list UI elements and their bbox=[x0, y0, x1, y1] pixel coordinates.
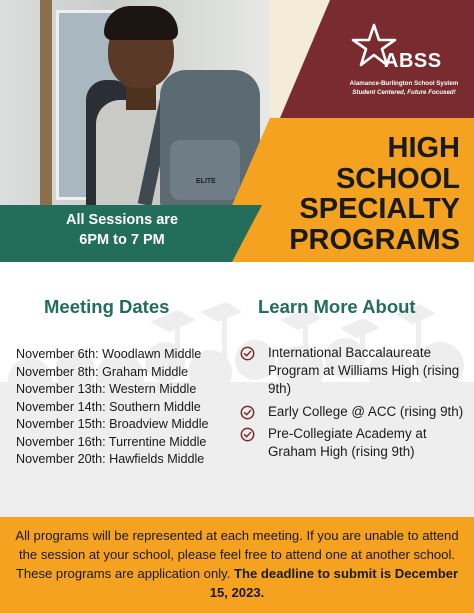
list-item: November 8th: Graham Middle bbox=[16, 364, 189, 379]
logo-tagline: Student Centered, Future Focused! bbox=[352, 89, 456, 96]
check-circle-icon bbox=[240, 405, 255, 420]
backpack-brand: ELITE bbox=[196, 178, 216, 185]
title-line-3: SPECIALTY bbox=[299, 193, 460, 225]
list-item: November 15th: Broadview Middle bbox=[16, 417, 209, 431]
title-line-2: SCHOOL bbox=[335, 162, 460, 195]
program-label: Early College @ ACC (rising 9th) bbox=[268, 403, 464, 419]
meeting-dates-heading: Meeting Dates bbox=[44, 296, 170, 317]
meeting-dates-list bbox=[16, 346, 236, 469]
learn-more-heading: Learn More About bbox=[258, 296, 416, 317]
title-line-1: HIGH bbox=[387, 132, 460, 164]
hero-section bbox=[0, 0, 474, 262]
program-label: Pre-Collegiate Academy at Graham High (rising 9th) bbox=[268, 425, 427, 460]
logo-district-name: Alamance-Burlington School System bbox=[349, 80, 459, 87]
program-item bbox=[240, 344, 470, 399]
program-label: International Baccalaureate Program at Williams High (rising 9th) bbox=[268, 345, 460, 397]
sessions-line-2: 6PM to 7 PM bbox=[79, 232, 165, 248]
session-times bbox=[22, 210, 222, 250]
list-item: November 20th: Hawfields Middle bbox=[16, 452, 205, 466]
list-item: November 13th: Western Middle bbox=[16, 382, 197, 396]
list-item: November 16th: Turrentine Middle bbox=[16, 434, 207, 449]
title-line-4: PROGRAMS bbox=[289, 223, 460, 256]
footer-banner bbox=[0, 517, 474, 613]
page-title bbox=[262, 133, 460, 255]
footer-deadline: The deadline to submit is December 15, 2023. bbox=[209, 566, 459, 600]
check-circle-icon bbox=[240, 427, 255, 442]
programs-list bbox=[240, 344, 470, 465]
program-item bbox=[240, 425, 470, 461]
list-item: November 14th: Southern Middle bbox=[16, 399, 201, 414]
footer-text: All programs will be represented at each meeting. If you are unable to attend the session at your school, please feel free to attend one at another school. These programs are application only. bbox=[15, 528, 459, 581]
list-item: November 6th: Woodlawn Middle bbox=[16, 347, 202, 361]
sessions-line-1: All Sessions are bbox=[65, 212, 179, 228]
program-item bbox=[240, 403, 470, 421]
abss-logo-text: ABSS bbox=[384, 50, 442, 72]
check-circle-icon bbox=[240, 346, 255, 361]
